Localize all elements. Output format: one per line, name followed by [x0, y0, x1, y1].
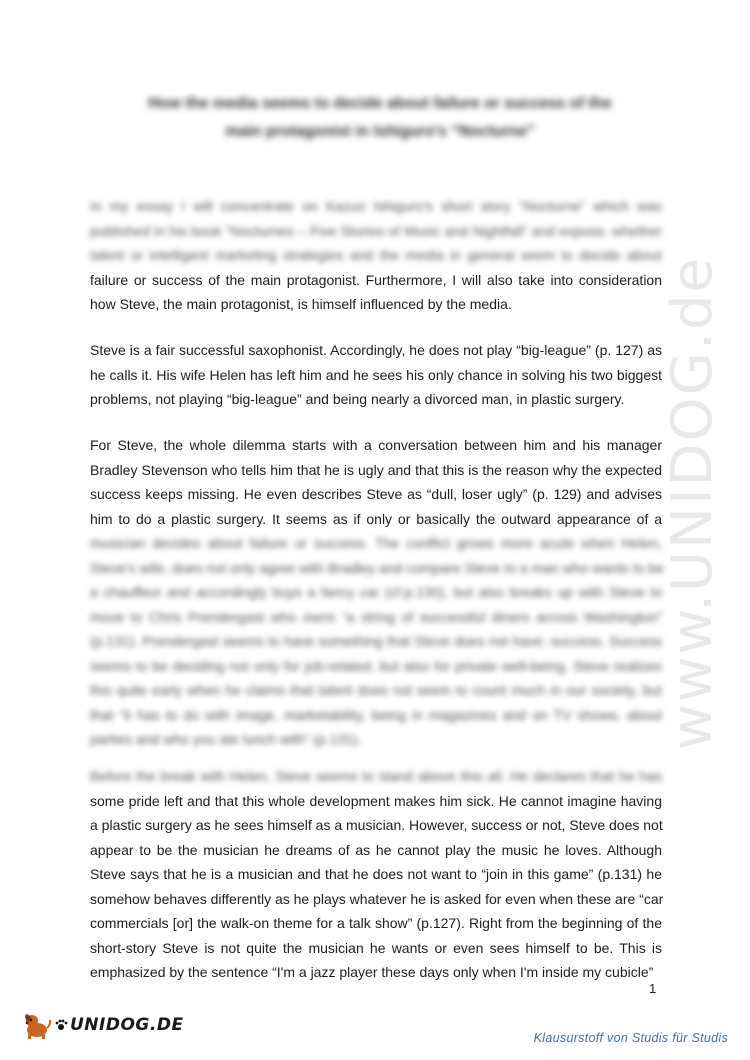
- text-line: parties and who you ate lunch with” (p.131).: [90, 731, 362, 747]
- document-title: [80, 90, 680, 146]
- paragraph-intro: [90, 194, 662, 317]
- text-line: a chauffeur and accordingly buys a fancy car (cf.p.130), but also breaks up with Steve to: [90, 584, 662, 600]
- dog-icon: [22, 1010, 52, 1040]
- paragraph-dilemma: [90, 433, 662, 752]
- paw-icon: [54, 1018, 68, 1032]
- text-line: published in his book “Nocturnes – Five Stories of Music and Nightfall” and expose, whether: [90, 222, 662, 239]
- text-line: In my essay I will concentrate on Kazuo Ishiguro's short story “Nocturne” which was: [90, 198, 662, 214]
- logo-text: UNIDOG.DE: [70, 1015, 184, 1035]
- text-line: For Steve, the whole dilemma starts with a conversation between him and his manager: [90, 437, 662, 453]
- text-line: failure or success of the main protagonist. Furthermore, I will also take into consideration: [90, 271, 662, 288]
- text-line: short-story Steve is not quite the musician he wants or even sees himself to be. This is: [90, 939, 662, 956]
- text-line: how Steve, the main protagonist, is himself influenced by the media.: [90, 296, 512, 312]
- text-line: seems to be deciding not only for job-related, but also for private well-being. Steve realizes: [90, 657, 662, 674]
- text-line: Before the break with Helen, Steve seems to stand above this all. He declares that he has: [90, 768, 662, 784]
- text-line: commercials [or] the walk-on theme for a talk show” (p.127). Right from the beginning of the: [90, 915, 662, 931]
- title-line-2: main protagonist in Ishiguro's “Nocturne”: [225, 123, 535, 140]
- text-line: Bradley Stevenson who tells him that he is ugly and that this is the reason why the expected: [90, 461, 662, 478]
- paragraph-break: [90, 764, 662, 985]
- text-line: him to do a plastic surgery. It seems as if only or basically the outward appearance of a: [90, 510, 662, 527]
- text-line: that “it has to do with image, marketability, being in magazines and on TV shows, about: [90, 706, 662, 723]
- text-line: some pride left and that this whole development makes him sick. He cannot imagine having: [90, 792, 662, 809]
- title-line-1: How the media seems to decide about failure or success of the: [148, 95, 612, 112]
- text-line: appear to be the musician he dreams of as he cannot play the music he loves. Although: [90, 841, 662, 858]
- text-line: Steve is a fair successful saxophonist. Accordingly, he does not play “big-league” (p. 127) as: [90, 342, 662, 358]
- text-line: a plastic surgery as he sees himself as a musician. However, success or not, Steve does not: [90, 817, 663, 833]
- text-line: move to Chris Prendergast who owns “a string of successful diners across Washington”: [90, 608, 662, 625]
- text-line: (p.131). Prendergast seems to have something that Steve does not have: success. Success: [90, 633, 662, 649]
- text-line: Steve's wife, does not only agree with Bradley and compare Steve to a man who wants to be: [90, 559, 664, 576]
- page-number: 1: [649, 981, 657, 996]
- text-line: somehow behaves differently as he plays whatever he is asked for even when these are “car: [90, 890, 664, 907]
- text-line: problems, not playing “big-league” and being nearly a divorced man, in plastic surgery.: [90, 391, 625, 407]
- watermark: www.UNIDOG.de: [660, 256, 725, 750]
- unidog-logo[interactable]: [22, 1010, 184, 1040]
- text-line: emphasized by the sentence “I'm a jazz player these days only when I'm inside my cubicle”: [90, 964, 654, 980]
- text-line: talent or intelligent marketing strategies and the media in general seem to decide about: [90, 247, 662, 263]
- text-line: he calls it. His wife Helen has left him and he sees his only chance in solving his two biggest: [90, 366, 662, 383]
- text-line: Steve says that he is a musician and that he does not want to “join in this game” (p.131) he: [90, 866, 662, 882]
- text-line: success keeps missing. He even describes Steve as “dull, loser ugly” (p. 129) and advises: [90, 486, 662, 502]
- text-line: musician decides about failure or success. The conflict grows more acute when Helen,: [90, 535, 662, 551]
- footer-tagline: Klausurstoff von Studis für Studis: [533, 1031, 728, 1045]
- paragraph-steve: [90, 338, 662, 412]
- text-line: this quite early when he claims that talent does not seem to count much in our society, but: [90, 682, 662, 698]
